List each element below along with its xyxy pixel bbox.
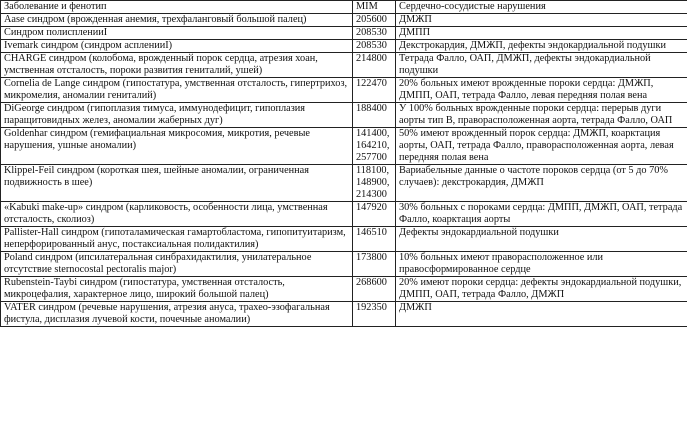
table-header-row — [1, 1, 687, 14]
disease-cell: Ivemark синдром (синдром аспленииI) — [1, 40, 353, 53]
header-disease: Заболевание и фенотип — [1, 1, 353, 14]
heart-cell: 20% имеют пороки сердца: дефекты эндокардиальной подушки, ДМПП, ОАП, тетрада Фалло, ДМЖП — [396, 277, 687, 302]
disease-cell: «Kabuki make-up» синдром (карликовость, особенности лица, умственная отсталость, сколиоз) — [1, 202, 353, 227]
table-row — [1, 103, 687, 128]
mim-cell: 268600 — [353, 277, 396, 302]
table-row — [1, 277, 687, 302]
heart-cell: 20% больных имеют врожденные пороки сердца: ДМЖП, ДМПП, ОАП, тетрада Фалло, левая передняя полая вена — [396, 78, 687, 103]
table-row — [1, 165, 687, 202]
mim-cell: 208530 — [353, 40, 396, 53]
disease-cell: Pallister-Hall синдром (гипоталамическая гамартобластома, гипопитуитаризм, неперфорированный анус, постаксиальная полидактилия) — [1, 227, 353, 252]
disease-cell: Cornelia de Lange синдром (гипостатура, умственная отсталость, гипертрихоз, микромелия, аномалии гениталий) — [1, 78, 353, 103]
disease-cell: CHARGE синдром (колобома, врожденный порок сердца, атрезия хоан, умственная отсталость, пороки развития гениталий, ушей) — [1, 53, 353, 78]
disease-cell: Rubenstein-Taybi синдром (гипостатура, умственная отсталость, микроцефалия, характерное лицо, широкий большой палец) — [1, 277, 353, 302]
table-row — [1, 227, 687, 252]
heart-cell: Декстрокардия, ДМЖП, дефекты эндокардиальной подушки — [396, 40, 687, 53]
table-row — [1, 53, 687, 78]
mim-cell: 147920 — [353, 202, 396, 227]
table-row — [1, 202, 687, 227]
heart-cell: ДМЖП — [396, 302, 687, 327]
disease-cell: DiGeorge синдром (гипоплазия тимуса, иммунодефицит, гипоплазия паращитовидных желез, аномалии жаберных дуг) — [1, 103, 353, 128]
disease-cell: Aase синдром (врожденная анемия, трехфаланговый большой палец) — [1, 14, 353, 27]
heart-cell: 10% больных имеют праворасположенное или правосформированное сердце — [396, 252, 687, 277]
mim-cell: 118100, 148900, 214300 — [353, 165, 396, 202]
table-row — [1, 40, 687, 53]
disease-cell: Goldenhar синдром (гемифациальная микросомия, микротия, речевые нарушения, ушные аномалии) — [1, 128, 353, 165]
table-row — [1, 14, 687, 27]
disease-cell: Poland синдром (ипсилатеральная синбрахидактилия, унилатеральное отсутствие sternocostal pectoralis major) — [1, 252, 353, 277]
header-heart: Сердечно-сосудистые нарушения — [396, 1, 687, 14]
heart-cell: У 100% больных врожденные пороки сердца: перерыв дуги аорты тип B, праворасположенная аорта, тетрада Фалло, ОАП — [396, 103, 687, 128]
mim-cell: 205600 — [353, 14, 396, 27]
mim-cell: 208530 — [353, 27, 396, 40]
header-mim: MIM — [353, 1, 396, 14]
disease-cell: Синдром полиспленииI — [1, 27, 353, 40]
heart-cell: Тетрада Фалло, ОАП, ДМЖП, дефекты эндокардиальной подушки — [396, 53, 687, 78]
table-row — [1, 128, 687, 165]
table-row — [1, 302, 687, 327]
heart-cell: 50% имеют врожденный порок сердца: ДМЖП, коарктация аорты, ОАП, тетрада Фалло, праворасположенная аорта, левая передняя полая вена — [396, 128, 687, 165]
disease-cell: Klippel-Feil синдром (короткая шея, шейные аномалии, ограниченная подвижность в шее) — [1, 165, 353, 202]
mim-cell: 214800 — [353, 53, 396, 78]
table-row — [1, 27, 687, 40]
mim-cell: 141400, 164210, 257700 — [353, 128, 396, 165]
mim-cell: 173800 — [353, 252, 396, 277]
table-row — [1, 78, 687, 103]
heart-cell: Дефекты эндокардиальной подушки — [396, 227, 687, 252]
table-row — [1, 252, 687, 277]
heart-cell: ДМПП — [396, 27, 687, 40]
heart-cell: 30% больных с пороками сердца: ДМПП, ДМЖП, ОАП, тетрада Фалло, коарктация аорты — [396, 202, 687, 227]
mim-cell: 192350 — [353, 302, 396, 327]
mim-cell: 122470 — [353, 78, 396, 103]
mim-cell: 146510 — [353, 227, 396, 252]
disease-cell: VATER синдром (речевые нарушения, атрезия ануса, трахео-эзофагальная фистула, дисплазия лучевой кости, почечные аномалии) — [1, 302, 353, 327]
heart-cell: ДМЖП — [396, 14, 687, 27]
heart-cell: Вариабельные данные о частоте пороков сердца (от 5 до 70% случаев): декстрокардия, ДМЖП — [396, 165, 687, 202]
mim-cell: 188400 — [353, 103, 396, 128]
